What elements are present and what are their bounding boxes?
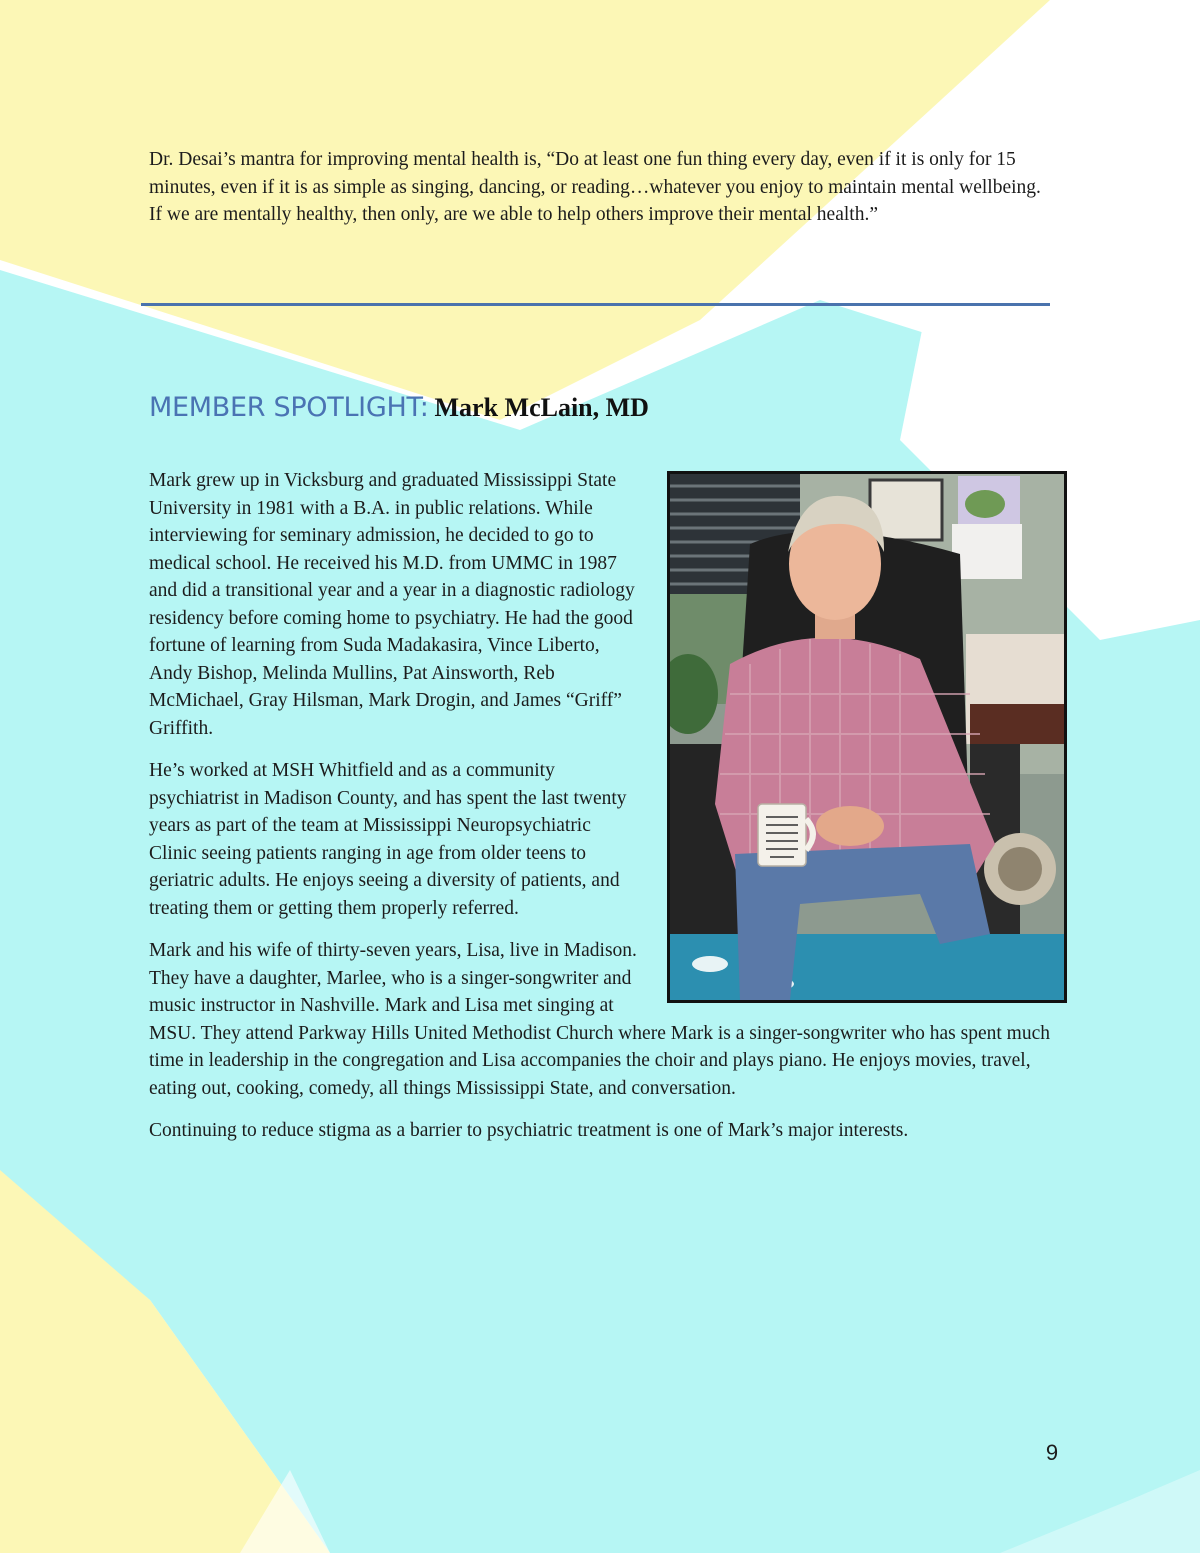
bio-paragraph-2: He’s worked at MSH Whitfield and as a community psychiatrist in Madison County, and has spent the last twenty years as part of the team at Mississippi Neuropsychiatric Clinic seeing patients ranging in age from older teens to geriatric adults. He enjoys seeing a diversity of patients, and treating them or getting them properly referred. (149, 760, 627, 919)
page-number: 9 (1045, 1440, 1059, 1465)
spotlight-kicker: MEMBER SPOTLIGHT: (149, 392, 429, 423)
bio-paragraph-3: Mark and his wife of thirty-seven years, Lisa, live in Madison. They have a daughter, Marlee, who is a singer-songwriter and music instructor in Nashville. Mark and Lisa met singing at MSU. They attend Parkway Hills United Methodist Church where Mark is a singer-songwriter who has spent much time in leadership in the congregation and Lisa accompanies the choir and plays piano. He enjoys movies, travel, eating out, cooking, comedy, all things Mississippi State, and conversation. (149, 940, 1050, 1099)
desai-quote-paragraph: Dr. Desai’s mantra for improving mental health is, “Do at least one fun thing every day, even if it is only for 15 minutes, even if it is as simple as singing, dancing, or reading…whatever you enjoy to maintain mental wellbeing. If we are mentally healthy, then only, are we able to help others improve their mental health.” (149, 149, 1041, 225)
bio-paragraph-1: Mark grew up in Vicksburg and graduated Mississippi State University in 1981 with a B.A. in public relations. While interviewing for seminary admission, he decided to go to medical school. He received his M.D. from UMMC in 1987 and did a transitional year and a year in a diagnostic radiology residency before coming home to psychiatry. He had the good fortune of learning from Suda Madakasira, Vince Liberto, Andy Bishop, Melinda Mullins, Pat Ainsworth, Reb McMichael, Gray Hilsman, Mark Drogin, and James “Griff” Griffith. (149, 470, 635, 739)
spotlight-heading (149, 392, 649, 423)
section-divider (141, 303, 1050, 306)
spotlight-member-name: Mark McLain, MD (434, 393, 649, 422)
member-photo-illustration (670, 474, 1064, 1000)
member-photo (667, 471, 1067, 1003)
bio-paragraph-4: Continuing to reduce stigma as a barrier to psychiatric treatment is one of Mark’s major interests. (149, 1120, 909, 1141)
